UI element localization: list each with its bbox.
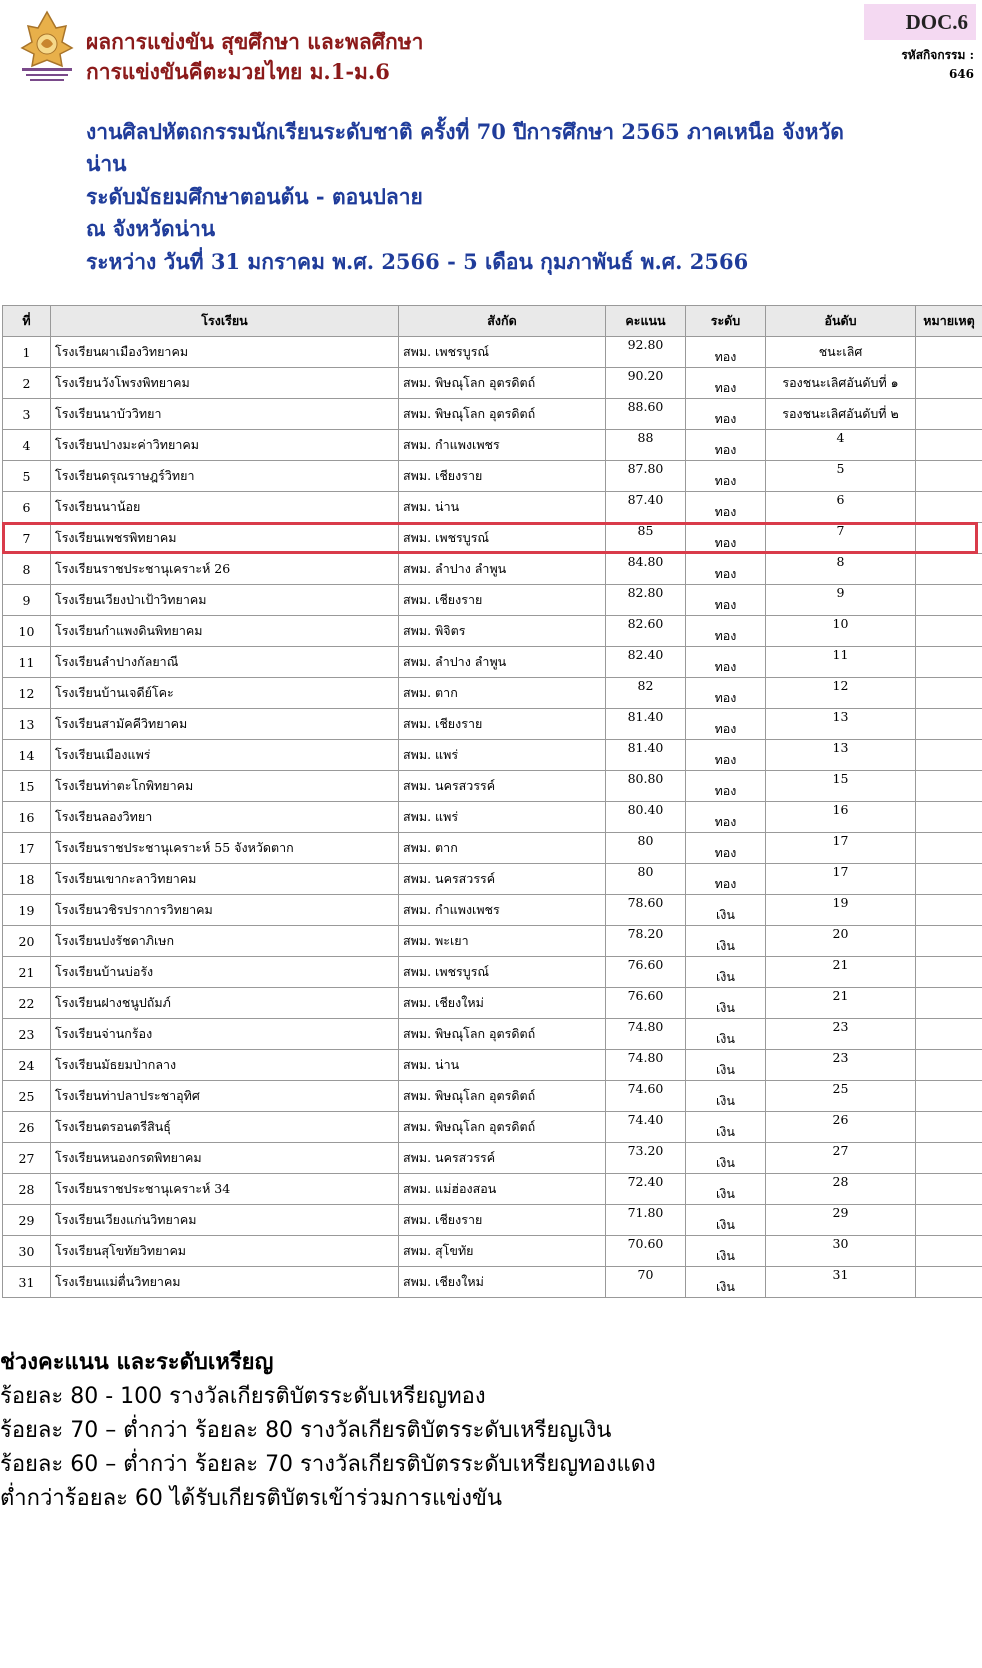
row-number-cell: 30 [3, 1236, 51, 1267]
table-row [3, 802, 982, 833]
table-row [3, 585, 982, 616]
affiliation-cell: สพม. ตาก [399, 833, 606, 864]
affiliation-cell: สพม. นครสวรรค์ [399, 1143, 606, 1174]
affiliation-cell: สพม. แพร่ [399, 802, 606, 833]
affiliation-cell: สพม. เพชรบูรณ์ [399, 337, 606, 368]
school-name-cell: โรงเรียนบ้านบ่อรัง [51, 957, 399, 988]
school-name-cell: โรงเรียนท่าตะโกพิทยาคม [51, 771, 399, 802]
doc-code-badge: DOC.6 [864, 4, 976, 40]
row-number-cell: 25 [3, 1081, 51, 1112]
medal-level-cell: ทอง [686, 647, 766, 678]
score-cell: 78.60 [606, 895, 686, 926]
score-cell: 74.60 [606, 1081, 686, 1112]
school-name-cell: โรงเรียนราชประชานุเคราะห์ 34 [51, 1174, 399, 1205]
medal-level-cell: ทอง [686, 709, 766, 740]
row-number-cell: 1 [3, 337, 51, 368]
table-row [3, 1019, 982, 1050]
note-cell [916, 957, 982, 988]
medal-level-cell: ทอง [686, 740, 766, 771]
activity-code-value: 646 [948, 67, 974, 81]
rank-cell: 23 [766, 1050, 916, 1081]
score-cell: 82 [606, 678, 686, 709]
school-name-cell: โรงเรียนบ้านเจดีย์โคะ [51, 678, 399, 709]
score-cell: 82.60 [606, 616, 686, 647]
event-level-line: ระดับมัธยมศึกษาตอนต้น - ตอนปลาย [86, 184, 423, 209]
row-number-cell: 7 [3, 523, 51, 554]
school-name-cell: โรงเรียนลำปางกัลยาณี [51, 647, 399, 678]
rank-cell: 27 [766, 1143, 916, 1174]
affiliation-cell: สพม. เชียงราย [399, 461, 606, 492]
school-name-cell: โรงเรียนลองวิทยา [51, 802, 399, 833]
table-row [3, 647, 982, 678]
table-row [3, 1081, 982, 1112]
score-cell: 73.20 [606, 1143, 686, 1174]
rank-cell: 29 [766, 1205, 916, 1236]
score-cell: 70.60 [606, 1236, 686, 1267]
medal-level-cell: เงิน [686, 895, 766, 926]
rank-cell: 17 [766, 864, 916, 895]
rank-cell: 20 [766, 926, 916, 957]
table-row [3, 554, 982, 585]
table-row [3, 957, 982, 988]
result-title: ผลการแข่งขัน สุขศึกษา และพลศึกษา [86, 29, 424, 54]
rank-cell: 25 [766, 1081, 916, 1112]
legend-title: ช่วงคะแนน และระดับเหรียญ [0, 1350, 274, 1375]
table-row [3, 1236, 982, 1267]
rank-cell: 19 [766, 895, 916, 926]
affiliation-cell: สพม. กำแพงเพชร [399, 430, 606, 461]
row-number-cell: 9 [3, 585, 51, 616]
row-number-cell: 15 [3, 771, 51, 802]
row-number-cell: 28 [3, 1174, 51, 1205]
row-number-cell: 5 [3, 461, 51, 492]
affiliation-cell: สพม. พิษณุโลก อุตรดิตถ์ [399, 368, 606, 399]
medal-level-cell: ทอง [686, 833, 766, 864]
row-number-cell: 21 [3, 957, 51, 988]
table-row [3, 1205, 982, 1236]
medal-level-cell: ทอง [686, 585, 766, 616]
score-cell: 70 [606, 1267, 686, 1298]
medal-level-cell: เงิน [686, 1205, 766, 1236]
note-cell [916, 399, 982, 430]
score-cell: 85 [606, 523, 686, 554]
score-cell: 82.80 [606, 585, 686, 616]
affiliation-cell: สพม. ลำปาง ลำพูน [399, 554, 606, 585]
medal-level-cell: เงิน [686, 957, 766, 988]
table-row [3, 337, 982, 368]
affiliation-cell: สพม. น่าน [399, 492, 606, 523]
school-name-cell: โรงเรียนจ่านกร้อง [51, 1019, 399, 1050]
event-date-line: ระหว่าง วันที่ 31 มกราคม พ.ศ. 2566 - 5 เดือน กุมภาพันธ์ พ.ศ. 2566 [86, 249, 749, 274]
medal-level-cell: ทอง [686, 864, 766, 895]
school-name-cell: โรงเรียนราชประชานุเคราะห์ 26 [51, 554, 399, 585]
rank-cell: 10 [766, 616, 916, 647]
row-number-cell: 6 [3, 492, 51, 523]
note-cell [916, 864, 982, 895]
header-score: คะแนน [606, 306, 686, 337]
header-note: หมายเหตุ [916, 306, 982, 337]
row-number-cell: 12 [3, 678, 51, 709]
score-cell: 74.40 [606, 1112, 686, 1143]
note-cell [916, 461, 982, 492]
affiliation-cell: สพม. เชียงราย [399, 1205, 606, 1236]
score-cell: 72.40 [606, 1174, 686, 1205]
rank-cell: 17 [766, 833, 916, 864]
medal-level-cell: ทอง [686, 616, 766, 647]
row-number-cell: 2 [3, 368, 51, 399]
legend-bronze: ร้อยละ 60 – ต่ำกว่า ร้อยละ 70 รางวัลเกียรติบัตรระดับเหรียญทองแดง [0, 1452, 656, 1477]
note-cell [916, 585, 982, 616]
table-row [3, 492, 982, 523]
event-line-1: งานศิลปหัตถกรรมนักเรียนระดับชาติ ครั้งที่ 70 ปีการศึกษา 2565 ภาคเหนือ จังหวัด [86, 119, 844, 144]
note-cell [916, 1019, 982, 1050]
rank-cell: 28 [766, 1174, 916, 1205]
table-row [3, 678, 982, 709]
header-level: ระดับ [686, 306, 766, 337]
score-cell: 80.40 [606, 802, 686, 833]
score-cell: 88 [606, 430, 686, 461]
row-number-cell: 14 [3, 740, 51, 771]
table-row [3, 709, 982, 740]
rank-cell: 6 [766, 492, 916, 523]
note-cell [916, 1205, 982, 1236]
row-number-cell: 18 [3, 864, 51, 895]
header-rank: อันดับ [766, 306, 916, 337]
row-number-cell: 20 [3, 926, 51, 957]
school-name-cell: โรงเรียนสามัคคีวิทยาคม [51, 709, 399, 740]
header-affiliation: สังกัด [399, 306, 606, 337]
affiliation-cell: สพม. กำแพงเพชร [399, 895, 606, 926]
school-name-cell: โรงเรียนวชิรปราการวิทยาคม [51, 895, 399, 926]
table-row [3, 833, 982, 864]
school-name-cell: โรงเรียนกำแพงดินพิทยาคม [51, 616, 399, 647]
affiliation-cell: สพม. แพร่ [399, 740, 606, 771]
school-name-cell: โรงเรียนผาเมืองวิทยาคม [51, 337, 399, 368]
school-name-cell: โรงเรียนปางมะค่าวิทยาคม [51, 430, 399, 461]
rank-cell: 30 [766, 1236, 916, 1267]
row-number-cell: 27 [3, 1143, 51, 1174]
row-number-cell: 24 [3, 1050, 51, 1081]
affiliation-cell: สพม. เพชรบูรณ์ [399, 523, 606, 554]
affiliation-cell: สพม. ตาก [399, 678, 606, 709]
score-cell: 82.40 [606, 647, 686, 678]
affiliation-cell: สพม. นครสวรรค์ [399, 771, 606, 802]
note-cell [916, 771, 982, 802]
medal-level-cell: ทอง [686, 771, 766, 802]
school-name-cell: โรงเรียนสุโขทัยวิทยาคม [51, 1236, 399, 1267]
medal-level-cell: ทอง [686, 492, 766, 523]
medal-level-cell: เงิน [686, 988, 766, 1019]
row-number-cell: 22 [3, 988, 51, 1019]
row-number-cell: 17 [3, 833, 51, 864]
medal-level-cell: เงิน [686, 1174, 766, 1205]
score-cell: 88.60 [606, 399, 686, 430]
note-cell [916, 1236, 982, 1267]
table-row [3, 864, 982, 895]
score-cell: 80 [606, 864, 686, 895]
row-number-cell: 19 [3, 895, 51, 926]
table-row [3, 1050, 982, 1081]
table-row [3, 988, 982, 1019]
rank-cell: 13 [766, 709, 916, 740]
school-name-cell: โรงเรียนเขากะลาวิทยาคม [51, 864, 399, 895]
header-school: โรงเรียน [51, 306, 399, 337]
medal-level-cell: ทอง [686, 430, 766, 461]
school-name-cell: โรงเรียนปงรัชดาภิเษก [51, 926, 399, 957]
score-cell: 74.80 [606, 1019, 686, 1050]
affiliation-cell: สพม. เชียงใหม่ [399, 1267, 606, 1298]
note-cell [916, 647, 982, 678]
school-name-cell: โรงเรียนเพชรพิทยาคม [51, 523, 399, 554]
note-cell [916, 1143, 982, 1174]
rank-cell: 5 [766, 461, 916, 492]
note-cell [916, 337, 982, 368]
results-table [2, 305, 982, 1298]
medal-level-cell: เงิน [686, 1112, 766, 1143]
obec-emblem-logo [16, 8, 78, 84]
score-cell: 87.40 [606, 492, 686, 523]
affiliation-cell: สพม. พิษณุโลก อุตรดิตถ์ [399, 399, 606, 430]
medal-level-cell: ทอง [686, 399, 766, 430]
note-cell [916, 554, 982, 585]
affiliation-cell: สพม. แม่ฮ่องสอน [399, 1174, 606, 1205]
rank-cell: 4 [766, 430, 916, 461]
affiliation-cell: สพม. พิษณุโลก อุตรดิตถ์ [399, 1112, 606, 1143]
event-venue-line: ณ จังหวัดน่าน [86, 216, 216, 241]
medal-level-cell: ทอง [686, 337, 766, 368]
table-row [3, 1112, 982, 1143]
table-row [3, 1174, 982, 1205]
rank-cell: 9 [766, 585, 916, 616]
score-cell: 76.60 [606, 988, 686, 1019]
rank-cell: ชนะเลิศ [766, 337, 916, 368]
school-name-cell: โรงเรียนนาน้อย [51, 492, 399, 523]
affiliation-cell: สพม. เพชรบูรณ์ [399, 957, 606, 988]
note-cell [916, 492, 982, 523]
medal-level-cell: ทอง [686, 368, 766, 399]
rank-cell: 11 [766, 647, 916, 678]
row-number-cell: 8 [3, 554, 51, 585]
table-row [3, 926, 982, 957]
note-cell [916, 616, 982, 647]
score-cell: 81.40 [606, 709, 686, 740]
school-name-cell: โรงเรียนเวียงแก่นวิทยาคม [51, 1205, 399, 1236]
table-row [3, 1267, 982, 1298]
event-line-2: น่าน [86, 151, 127, 176]
table-row [3, 771, 982, 802]
score-cell: 78.20 [606, 926, 686, 957]
note-cell [916, 988, 982, 1019]
medal-level-cell: ทอง [686, 523, 766, 554]
header-no: ที่ [3, 306, 51, 337]
affiliation-cell: สพม. พะเยา [399, 926, 606, 957]
school-name-cell: โรงเรียนหนองกรดพิทยาคม [51, 1143, 399, 1174]
rank-cell: 23 [766, 1019, 916, 1050]
school-name-cell: โรงเรียนราชประชานุเคราะห์ 55 จังหวัดตาก [51, 833, 399, 864]
rank-cell: 26 [766, 1112, 916, 1143]
medal-level-cell: เงิน [686, 1050, 766, 1081]
score-cell: 87.80 [606, 461, 686, 492]
table-row [3, 368, 982, 399]
score-cell: 92.80 [606, 337, 686, 368]
legend-participation: ต่ำกว่าร้อยละ 60 ได้รับเกียรติบัตรเข้าร่วมการแข่งขัน [0, 1486, 503, 1511]
medal-level-cell: เงิน [686, 1081, 766, 1112]
row-number-cell: 4 [3, 430, 51, 461]
note-cell [916, 523, 982, 554]
medal-level-cell: ทอง [686, 461, 766, 492]
score-cell: 80.80 [606, 771, 686, 802]
rank-cell: รองชนะเลิศอันดับที่ ๒ [766, 399, 916, 430]
note-cell [916, 740, 982, 771]
affiliation-cell: สพม. เชียงราย [399, 585, 606, 616]
school-name-cell: โรงเรียนแม่ตื่นวิทยาคม [51, 1267, 399, 1298]
medal-level-cell: เงิน [686, 926, 766, 957]
rank-cell: 31 [766, 1267, 916, 1298]
medal-level-cell: ทอง [686, 678, 766, 709]
affiliation-cell: สพม. น่าน [399, 1050, 606, 1081]
table-row [3, 523, 982, 554]
school-name-cell: โรงเรียนเมืองแพร่ [51, 740, 399, 771]
school-name-cell: โรงเรียนมัธยมป่ากลาง [51, 1050, 399, 1081]
legend-silver: ร้อยละ 70 – ต่ำกว่า ร้อยละ 80 รางวัลเกียรติบัตรระดับเหรียญเงิน [0, 1418, 612, 1443]
school-name-cell: โรงเรียนท่าปลาประชาอุทิศ [51, 1081, 399, 1112]
affiliation-cell: สพม. พิษณุโลก อุตรดิตถ์ [399, 1019, 606, 1050]
table-row [3, 399, 982, 430]
affiliation-cell: สพม. เชียงใหม่ [399, 988, 606, 1019]
competition-title: การแข่งขันคีตะมวยไทย ม.1-ม.6 [86, 59, 390, 84]
rank-cell: 16 [766, 802, 916, 833]
row-number-cell: 11 [3, 647, 51, 678]
rank-cell: 12 [766, 678, 916, 709]
note-cell [916, 1267, 982, 1298]
row-number-cell: 23 [3, 1019, 51, 1050]
rank-cell: 21 [766, 988, 916, 1019]
medal-level-cell: ทอง [686, 554, 766, 585]
row-number-cell: 10 [3, 616, 51, 647]
rank-cell: 7 [766, 523, 916, 554]
row-number-cell: 31 [3, 1267, 51, 1298]
score-cell: 81.40 [606, 740, 686, 771]
legend-gold: ร้อยละ 80 - 100 รางวัลเกียรติบัตรระดับเหรียญทอง [0, 1384, 486, 1409]
school-name-cell: โรงเรียนวังโพรงพิทยาคม [51, 368, 399, 399]
score-cell: 80 [606, 833, 686, 864]
note-cell [916, 926, 982, 957]
note-cell [916, 368, 982, 399]
table-row [3, 430, 982, 461]
note-cell [916, 802, 982, 833]
note-cell [916, 709, 982, 740]
rank-cell: 13 [766, 740, 916, 771]
affiliation-cell: สพม. เชียงราย [399, 709, 606, 740]
score-cell: 84.80 [606, 554, 686, 585]
school-name-cell: โรงเรียนตรอนตรีสินธุ์ [51, 1112, 399, 1143]
table-row [3, 1143, 982, 1174]
rank-cell: 8 [766, 554, 916, 585]
affiliation-cell: สพม. พิจิตร [399, 616, 606, 647]
affiliation-cell: สพม. สุโขทัย [399, 1236, 606, 1267]
table-row [3, 895, 982, 926]
school-name-cell: โรงเรียนฝางชนูปถัมภ์ [51, 988, 399, 1019]
note-cell [916, 1112, 982, 1143]
school-name-cell: โรงเรียนดรุณราษฎร์วิทยา [51, 461, 399, 492]
rank-cell: 21 [766, 957, 916, 988]
affiliation-cell: สพม. พิษณุโลก อุตรดิตถ์ [399, 1081, 606, 1112]
note-cell [916, 430, 982, 461]
note-cell [916, 833, 982, 864]
medal-level-cell: เงิน [686, 1019, 766, 1050]
score-cell: 76.60 [606, 957, 686, 988]
table-row [3, 740, 982, 771]
note-cell [916, 1174, 982, 1205]
medal-level-cell: ทอง [686, 802, 766, 833]
table-header-row [3, 306, 982, 337]
row-number-cell: 3 [3, 399, 51, 430]
school-name-cell: โรงเรียนนาบัววิทยา [51, 399, 399, 430]
score-cell: 74.80 [606, 1050, 686, 1081]
school-name-cell: โรงเรียนเวียงป่าเป้าวิทยาคม [51, 585, 399, 616]
medal-level-cell: เงิน [686, 1236, 766, 1267]
row-number-cell: 26 [3, 1112, 51, 1143]
row-number-cell: 29 [3, 1205, 51, 1236]
activity-code-label: รหัสกิจกรรม : [901, 48, 974, 62]
row-number-cell: 13 [3, 709, 51, 740]
row-number-cell: 16 [3, 802, 51, 833]
table-row [3, 461, 982, 492]
rank-cell: รองชนะเลิศอันดับที่ ๑ [766, 368, 916, 399]
rank-cell: 15 [766, 771, 916, 802]
medal-level-cell: เงิน [686, 1143, 766, 1174]
affiliation-cell: สพม. ลำปาง ลำพูน [399, 647, 606, 678]
score-cell: 71.80 [606, 1205, 686, 1236]
note-cell [916, 1050, 982, 1081]
note-cell [916, 678, 982, 709]
table-row [3, 616, 982, 647]
medal-level-cell: เงิน [686, 1267, 766, 1298]
note-cell [916, 1081, 982, 1112]
affiliation-cell: สพม. นครสวรรค์ [399, 864, 606, 895]
score-cell: 90.20 [606, 368, 686, 399]
note-cell [916, 895, 982, 926]
